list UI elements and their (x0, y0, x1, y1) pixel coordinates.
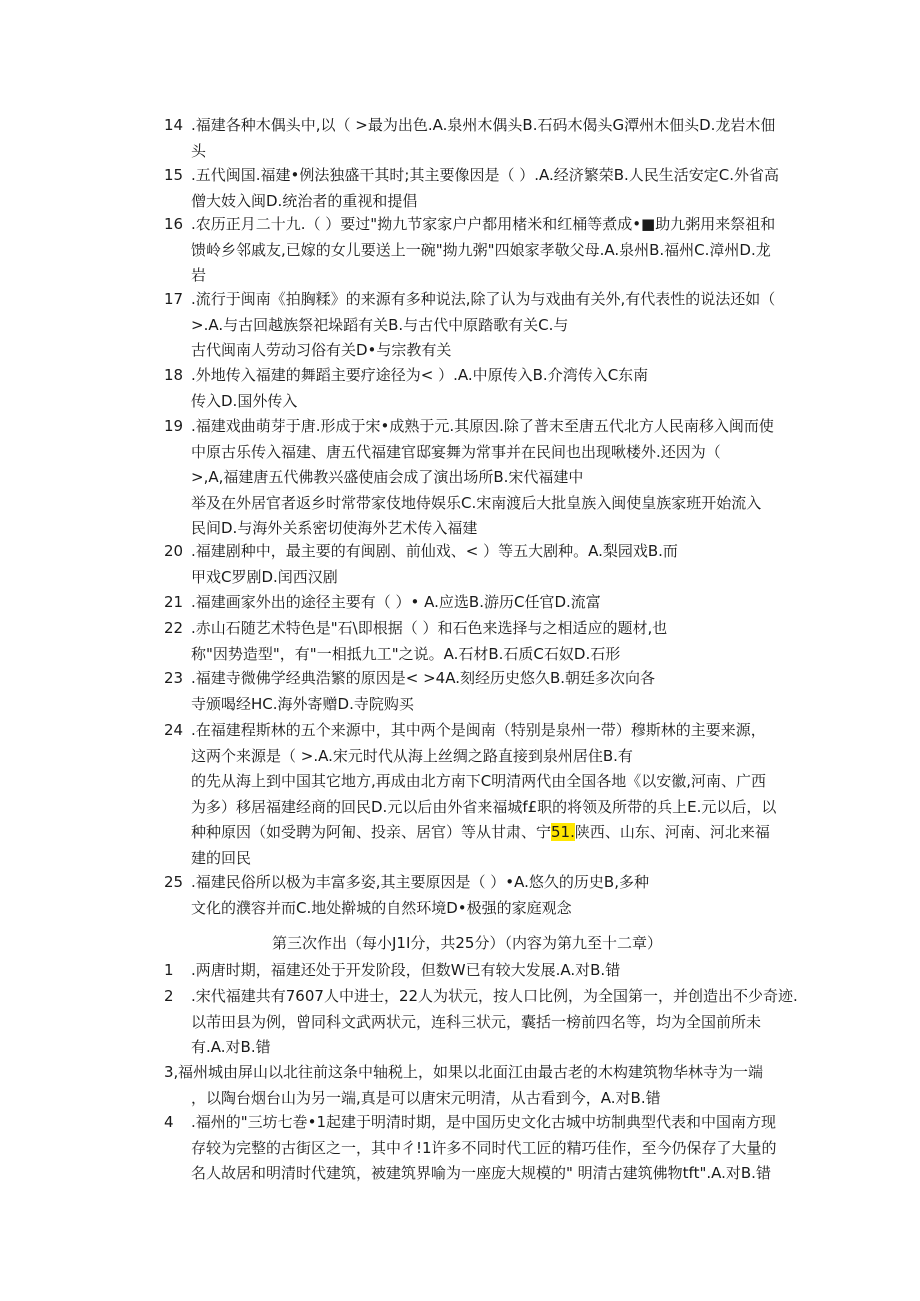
question-line: 这两个来源是（ >.A.宋元时代从海上丝绸之路直接到泉州居住B.有 (191, 746, 633, 765)
question-number: 23 (164, 669, 184, 687)
question-number: 19 (164, 417, 184, 435)
question-line: .福建寺微佛学经典浩繁的原因是< >4A.刻经历史悠久B.朝廷多次向各 (191, 669, 656, 687)
question-line: 寺颁喝经HC.海外寄赠D.寺院购买 (191, 694, 414, 713)
question-line: .宋代福建共有7607人中进士，22人为状元，按人口比例，为全国第一，并创造出不少奇迹. (191, 987, 798, 1005)
question-line: .福建戏曲萌芽于唐.形成于宋•成熟于元.其原因.除了普末至唐五代北方人民南移入闽而使 (191, 417, 774, 435)
question-text (191, 590, 804, 616)
question-line: .福州的"三坊七巻•1起建于明清时期，是中国历史文化古城中坊制典型代表和中国南方现 (191, 1113, 777, 1131)
question-item (164, 363, 804, 414)
question-number: 1 (164, 961, 174, 979)
question-number: 20 (164, 542, 184, 560)
question-line: .两唐时期，福建还处于开发阶段，但数W已有较大发展.A.对B.错 (191, 961, 621, 979)
question-line: ，以陶台烟台山为另一端,真是可以唐宋元明清，从古看到今，A.对B.错 (191, 1088, 661, 1107)
question-item (164, 539, 804, 590)
question-text (178, 1060, 804, 1111)
question-line: 为多）移居福建经商的回民D.元以后由外省来福城f£职的将领及所带的兵上E.元以后，以 (191, 797, 777, 816)
question-line: 馈岭乡邻戚友,已嫁的女儿要送上一碗"拗九粥"四娘家孝敬父母.A.泉州B.福州C.漳州D.龙 (191, 240, 771, 259)
question-item (164, 1060, 804, 1111)
question-item (164, 113, 804, 164)
question-item (164, 163, 804, 214)
question-number: 18 (164, 366, 184, 384)
question-item (164, 616, 804, 667)
question-number: 4 (164, 1113, 174, 1131)
question-number: 15 (164, 166, 184, 184)
question-item (164, 984, 804, 1061)
question-line: .赤山石随艺术特色是"石\即根据（ ）和石色来选择与之相适应的题材,也 (191, 619, 668, 637)
question-line: 名人故居和明清时代建筑，被建筑界喻为一座庞大规模的" 明清古建筑佛物tft".A.对B.错 (191, 1164, 771, 1183)
question-item (164, 958, 804, 984)
question-number: 2 (164, 987, 174, 1005)
question-text (191, 212, 804, 289)
question-line: 文化的濮容并而C.地处擀城的自然环境D•极强的家庭观念 (191, 898, 572, 917)
question-line: 称"因势造型"，有"一相抵九工"之说。A.石材B.石质C石奴D.石形 (191, 644, 621, 663)
question-number: 24 (164, 721, 184, 739)
question-line: .福建剧种中，最主要的有闽剧、前仙戏、< ）等五大剧种。A.梨园戏B.而 (191, 542, 678, 560)
question-line: .外地传入福建的舞蹈主要疗途径为< ）.A.中原传入B.介湾传入C东南 (191, 366, 649, 384)
question-line: .农历正月二十九.（ ）要过"拗九节家家户户都用楮米和红桶等煮成•■助九粥用来祭祖和 (191, 215, 776, 233)
question-line: 有.A.对B.错 (191, 1038, 271, 1057)
question-item (164, 590, 804, 616)
question-number: 3, (164, 1063, 179, 1081)
question-line: 的先从海上到中国其它地方,再成由北方南下C明清两代由全国各地《以安徽,河南、广西 (191, 772, 767, 791)
question-line: .福建各种木偶头中,以（ >最为出色.A.泉州木偶头B.石码木偈头G潭州木佃头D.龙岩木佃 (191, 116, 776, 134)
question-line: 建的回民 (191, 848, 252, 867)
question-text (191, 163, 804, 214)
question-text (191, 113, 804, 164)
question-number: 25 (164, 873, 184, 891)
question-number: 21 (164, 593, 184, 611)
question-text (191, 616, 804, 667)
question-item (164, 1110, 804, 1187)
question-line: .流行于闽南《拍胸糅》的来源有多种说法,除了认为与戏曲有关外,有代表性的说法还如（ (191, 290, 776, 308)
highlighted-text: 51. (551, 823, 575, 842)
question-text (191, 1110, 804, 1187)
question-item (164, 212, 804, 289)
question-text (191, 718, 804, 872)
question-line: >,A,福建唐五代佛教兴盛使庙会成了演出场所B.宋代福建中 (191, 468, 584, 487)
question-text (191, 666, 804, 717)
question-line: 头 (191, 141, 207, 160)
question-line: 古代闽南人劳动习俗有关D•与宗教有关 (191, 341, 452, 360)
question-item (164, 287, 804, 364)
question-line: 岩 (191, 266, 207, 285)
question-line: 存较为完整的古街区之一，其中彳!1许多不同时代工匠的精巧佳作，至今仍保存了大量的 (191, 1138, 777, 1157)
question-line: 种种原因（如受聘为阿匍、投亲、居官）等从甘肃、宁51.陕西、山东、河南、河北来福 (191, 823, 770, 842)
question-text (191, 363, 804, 414)
question-number: 14 (164, 116, 184, 134)
question-item (164, 666, 804, 717)
question-number: 16 (164, 215, 184, 233)
question-line: .福建画家外出的途径主要有（ ）• A.应选B.游历C任官D.流富 (191, 593, 601, 611)
question-text (191, 984, 804, 1061)
question-text (191, 539, 804, 590)
question-number: 22 (164, 619, 184, 637)
question-line: .在福建程斯林的五个来源中，其中两个是闽南（特别是泉州一带）穆斯林的主要来源， (191, 721, 766, 739)
question-text (191, 287, 804, 364)
question-line: 举及在外居官者返乡时常带家伎地侍娱乐C.宋南渡后大批皇族入闽使皇族家班开始流入 (191, 493, 762, 512)
question-line: 福州城由屏山以北往前这条中轴税上，如果以北面江由最古老的木构建筑物华林寺为一端 (178, 1063, 764, 1081)
question-text (191, 958, 804, 984)
question-line: >.A.与古回越族祭祀垛蹈有关B.与古代中原踏歌有关C.与 (191, 315, 569, 334)
question-text (191, 870, 804, 921)
question-line: 以芾田县为例，曾同科文武两状元，连科三状元，囊括一榜前四名等，均为全国前所未 (191, 1012, 762, 1031)
section-title: 第三次作出（每小J1I分，共25分）（内容为第九至十二章） (272, 934, 662, 952)
question-line: .福建民俗所以极为丰富多姿,其主要原因是（ ）•A.悠久的历史B,多种 (191, 873, 649, 891)
question-text (191, 414, 804, 542)
question-line: 甲戏C罗剧D.闰西汉剧 (191, 567, 338, 586)
question-line: 传入D.国外传入 (191, 391, 298, 410)
question-item (164, 414, 804, 542)
question-line: 中原古乐传入福建、唐五代福建官邸宴舞为常事并在民间也出现啾楼外.还因为（ (191, 442, 721, 461)
question-item (164, 870, 804, 921)
question-line: 僧大妓入闽D.统治者的重视和提倡 (191, 191, 418, 210)
question-item (164, 718, 804, 872)
question-number: 17 (164, 290, 184, 308)
question-line: .五代闽国.福建•例法独盛干其时;其主要像因是（ ）.A.经济繁荣B.人民生活安定C.外省高 (191, 166, 780, 184)
question-line: 民间D.与海外关系密切使海外艺术传入福建 (191, 519, 478, 538)
